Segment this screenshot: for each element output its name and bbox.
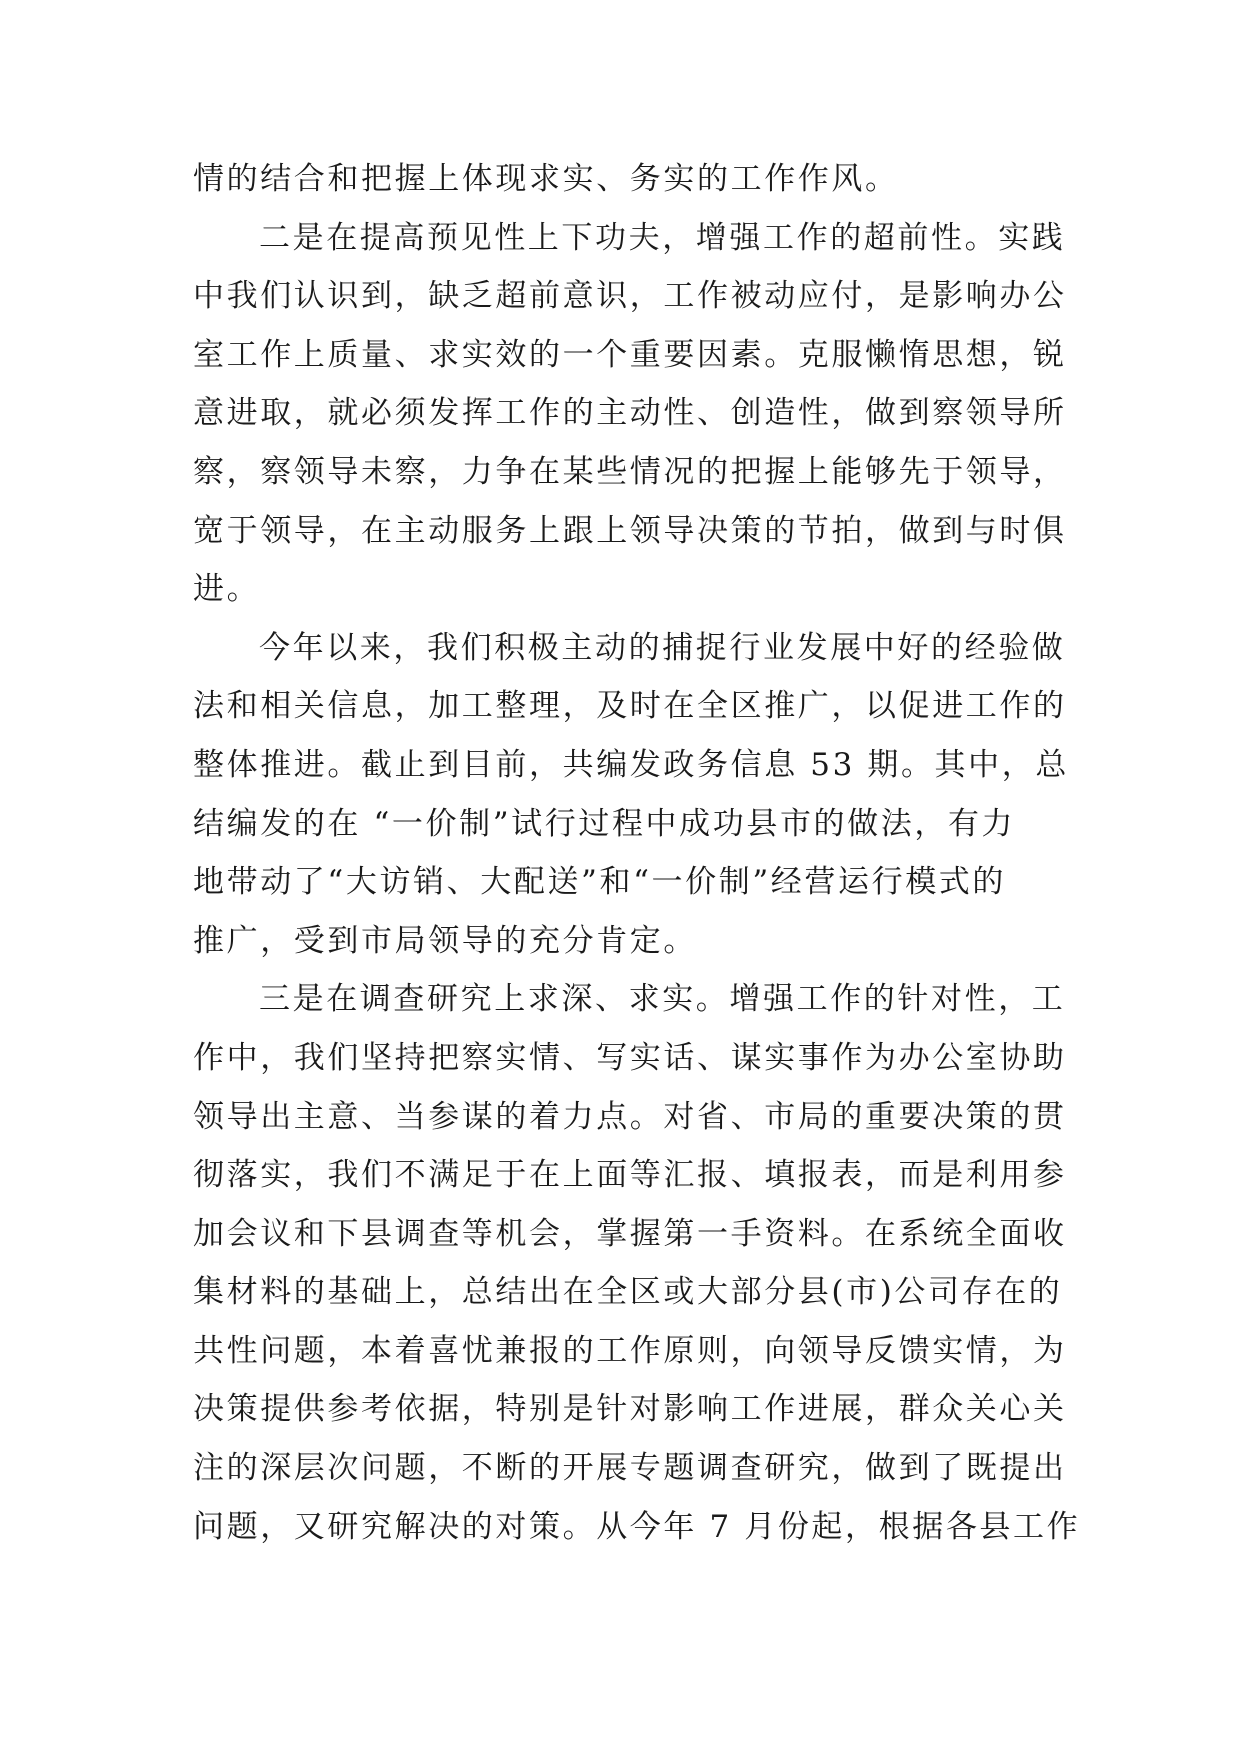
text-line: 问题，又研究解决的对策。从今年 7 月份起，根据各县工作 bbox=[193, 1508, 1081, 1545]
text-line: 决策提供参考依据，特别是针对影响工作进展，群众关心关 bbox=[193, 1391, 1067, 1428]
text-line: 集材料的基础上，总结出在全区或大部分县(市)公司存在的 bbox=[193, 1274, 1063, 1311]
text-line: 室工作上质量、求实效的一个重要因素。克服懒惰思想，锐 bbox=[193, 336, 1067, 373]
text-line: 作中，我们坚持把察实情、写实话、谋实事作为办公室协助 bbox=[193, 1039, 1067, 1076]
text-line: 宽于领导，在主动服务上跟上领导决策的节拍，做到与时俱 bbox=[193, 512, 1067, 549]
text-line: 今年以来，我们积极主动的捕捉行业发展中好的经验做 bbox=[259, 629, 1066, 666]
text-line: 中我们认识到，缺乏超前意识，工作被动应付，是影响办公 bbox=[193, 278, 1067, 315]
document-body-text bbox=[193, 150, 1081, 1556]
text-line: 三是在调查研究上求深、求实。增强工作的针对性，工 bbox=[259, 981, 1066, 1018]
text-line: 进。 bbox=[193, 571, 261, 608]
text-line: 推广，受到市局领导的充分肯定。 bbox=[193, 922, 697, 959]
text-line: 地带动了“大访销、大配送”和“一价制”经营运行模式的 bbox=[193, 864, 1006, 901]
text-line: 注的深层次问题，不断的开展专题调查研究，做到了既提出 bbox=[193, 1450, 1067, 1487]
text-line: 加会议和下县调查等机会，掌握第一手资料。在系统全面收 bbox=[193, 1215, 1067, 1252]
text-line: 法和相关信息，加工整理，及时在全区推广，以促进工作的 bbox=[193, 688, 1067, 725]
text-line: 结编发的在 “一价制”试行过程中成功县市的做法，有力 bbox=[193, 805, 1016, 842]
text-line: 情的结合和把握上体现求实、务实的工作作风。 bbox=[193, 161, 899, 197]
text-line: 二是在提高预见性上下功夫，增强工作的超前性。实践 bbox=[259, 219, 1066, 256]
text-line: 共性问题，本着喜忧兼报的工作原则，向领导反馈实情，为 bbox=[193, 1332, 1067, 1369]
text-line: 领导出主意、当参谋的着力点。对省、市局的重要决策的贯 bbox=[193, 1098, 1067, 1135]
text-line: 彻落实，我们不满足于在上面等汇报、填报表，而是利用参 bbox=[193, 1157, 1067, 1194]
text-line: 整体推进。截止到目前，共编发政务信息 53 期。其中，总 bbox=[193, 746, 1069, 783]
text-line: 意进取，就必须发挥工作的主动性、创造性，做到察领导所 bbox=[193, 395, 1067, 432]
text-line: 察，察领导未察，力争在某些情况的把握上能够先于领导， bbox=[193, 453, 1067, 490]
